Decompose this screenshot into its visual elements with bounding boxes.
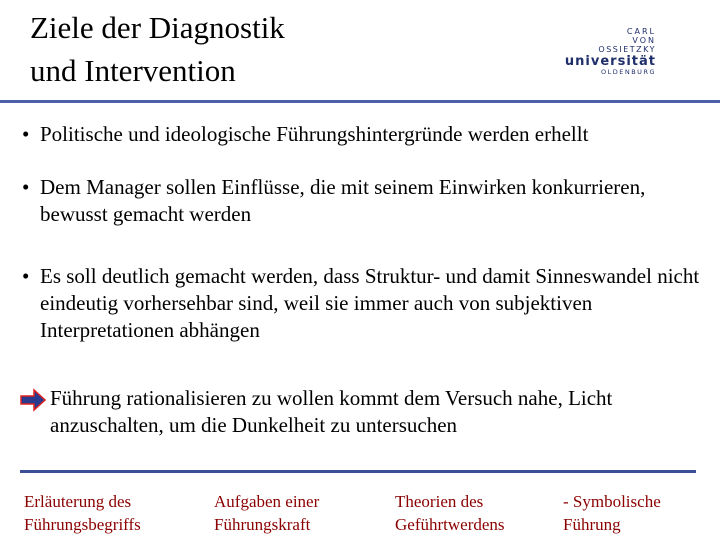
logo-name: universität xyxy=(564,54,656,69)
bullet-dot: • xyxy=(22,122,30,146)
university-logo xyxy=(548,24,658,76)
bullet-text: Dem Manager sollen Einflüsse, die mit seinem Einwirken konkurrieren, bewusst gemacht werden xyxy=(40,175,646,226)
footer-link-symbolische-fuehrung[interactable]: - Symbolische Führung xyxy=(563,492,661,534)
bullet-dot: • xyxy=(22,264,30,288)
arrow-statement-text: Führung rationalisieren zu wollen kommt dem Versuch nahe, Licht anzuschalten, um die Dunkelheit zu untersuchen xyxy=(50,386,613,437)
logo-line-carl: CARL xyxy=(626,27,656,36)
bullet-text: Politische und ideologische Führungshintergründe werden erhellt xyxy=(40,122,589,146)
slide-title: Ziele der Diagnostik und Intervention xyxy=(30,10,285,88)
bullet-item xyxy=(22,263,702,344)
footer-link-erlaeuterung[interactable]: Erläuterung des Führungsbegriffs xyxy=(24,492,141,534)
logo-city: OLDENBURG xyxy=(601,68,656,76)
header-divider xyxy=(0,100,720,103)
footer-divider xyxy=(20,470,696,473)
logo-line-von: VON xyxy=(632,36,656,45)
bullet-item xyxy=(22,121,702,148)
arrow-right-icon xyxy=(20,388,46,412)
arrow-statement xyxy=(20,385,710,439)
footer-link-aufgaben[interactable]: Aufgaben einer Führungskraft xyxy=(214,492,320,534)
logo-line-ossietzky: OSSIETZKY xyxy=(598,45,656,54)
bullet-item xyxy=(22,174,702,228)
bullet-text: Es soll deutlich gemacht werden, dass Struktur- und damit Sinneswandel nicht eindeutig vorhersehbar sind, weil sie immer auch von subjektiven Interpretationen abhängen xyxy=(40,264,700,342)
footer-link-theorien[interactable]: Theorien des Geführtwerdens xyxy=(395,492,505,534)
bullet-dot: • xyxy=(22,175,30,199)
